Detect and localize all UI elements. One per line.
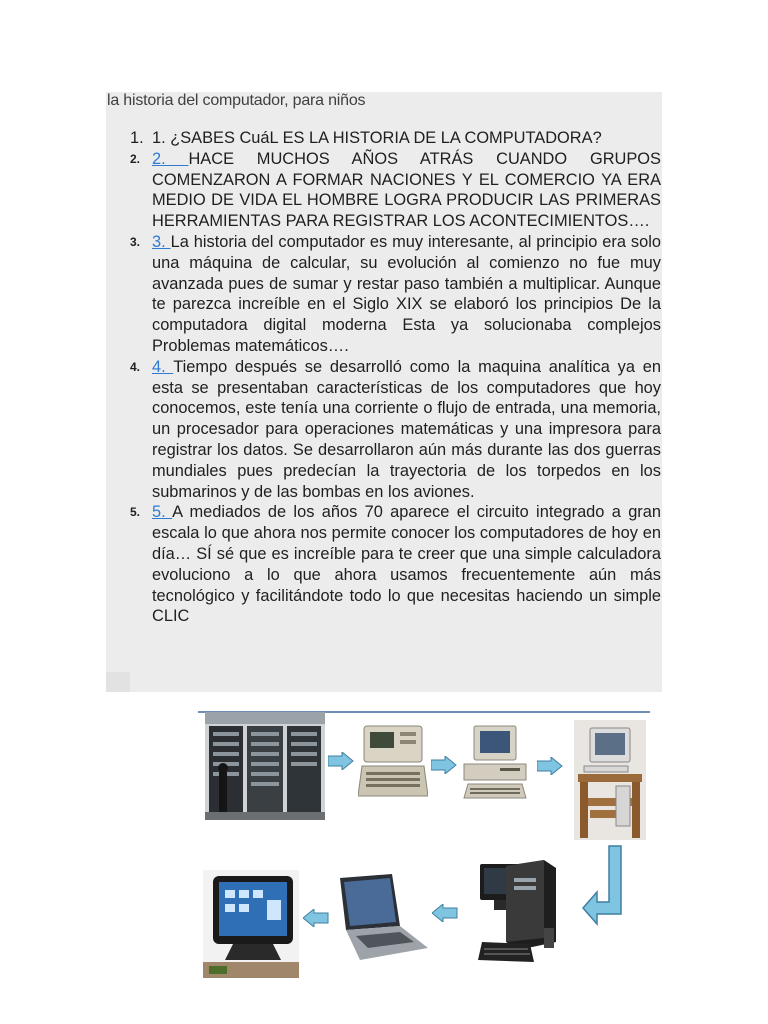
laptop-icon <box>334 872 430 964</box>
arrow-right-icon <box>328 752 354 770</box>
list-item <box>130 128 661 149</box>
list-item-text: HACE MUCHOS AÑOS ATRÁS CUANDO GRUPOS COMENZARON A FORMAR NACIONES Y EL COMERCIO YA ERA MEDIO DE VIDA EL HOMBRE LOGRA PRODUCIR LAS PRIMERAS HERRAMIENTAS PARA REGISTRAR LOS ACONTECIMIENTOS…. <box>152 149 661 231</box>
list-item <box>130 149 661 232</box>
list-marker: 2. <box>130 151 141 166</box>
list-marker: 5. <box>130 505 141 520</box>
document-title: la historia del computador, para niños <box>107 92 366 109</box>
early-computer-icon <box>358 718 428 804</box>
touchscreen-pc-icon <box>203 870 299 978</box>
list-item <box>130 357 661 503</box>
list-item-text: 1. ¿SABES CuáL ES LA HISTORIA DE LA COMPUTADORA? <box>152 129 602 147</box>
item-link[interactable]: 2. <box>152 149 189 168</box>
pc-on-desk-icon <box>574 720 646 840</box>
list-marker: 1. <box>130 129 144 147</box>
desktop-pc-icon <box>460 720 530 804</box>
list-item-text: A mediados de los años 70 aparece el circuito integrado a gran escala lo que ahora nos permite conocer los computadores de hoy en día… SÍ sé que es increíble para te creer que una simple calculadora evoluciono a lo que ahora usamos frecuentemente aún más tecnológico y facilitándote todo lo que necesitas haciendo un simple CLIC <box>152 503 661 626</box>
tower-pc-icon <box>478 858 560 974</box>
list-marker: 4. <box>130 359 141 374</box>
panel-notch <box>106 672 130 692</box>
arrow-right-icon <box>537 757 563 775</box>
list-item <box>130 232 661 357</box>
item-link[interactable]: 3. <box>152 232 171 251</box>
item-link[interactable]: 5. <box>152 503 173 522</box>
arrow-left-icon <box>303 909 329 927</box>
list-item-text: La historia del computador es muy interesante, al principio era solo una máquina de calcular, su evolución al comienzo no fue muy avanzada pues de sumar y restar paso también a multiplicar. Aunque te parezca increíble en el Siglo XIX se elaboró los principios De la computadora digital moderna Esta ya solucionaba complejos Problemas matemáticos…. <box>152 232 661 355</box>
arrow-left-icon <box>432 904 458 922</box>
mainframe-icon <box>205 712 325 820</box>
list-marker: 3. <box>130 234 141 249</box>
arrow-right-icon <box>431 756 457 774</box>
item-link[interactable]: 4. <box>152 357 174 376</box>
list-item <box>130 502 661 627</box>
history-list <box>130 128 661 627</box>
curved-arrow-icon <box>581 844 625 936</box>
list-item-text: Tiempo después se desarrolló como la maquina analítica ya en esta se presentaban características de los computadores que hoy conocemos, este tenía una corriente o flujo de entrada, una memoria, un procesador para operaciones matemáticas y una impresora para registrar los datos. Se desarrollaron aún más durante las dos guerras mundiales pues predecían la trayectoria de los torpedos en los submarinos y de las bombas en los aviones. <box>152 357 661 501</box>
